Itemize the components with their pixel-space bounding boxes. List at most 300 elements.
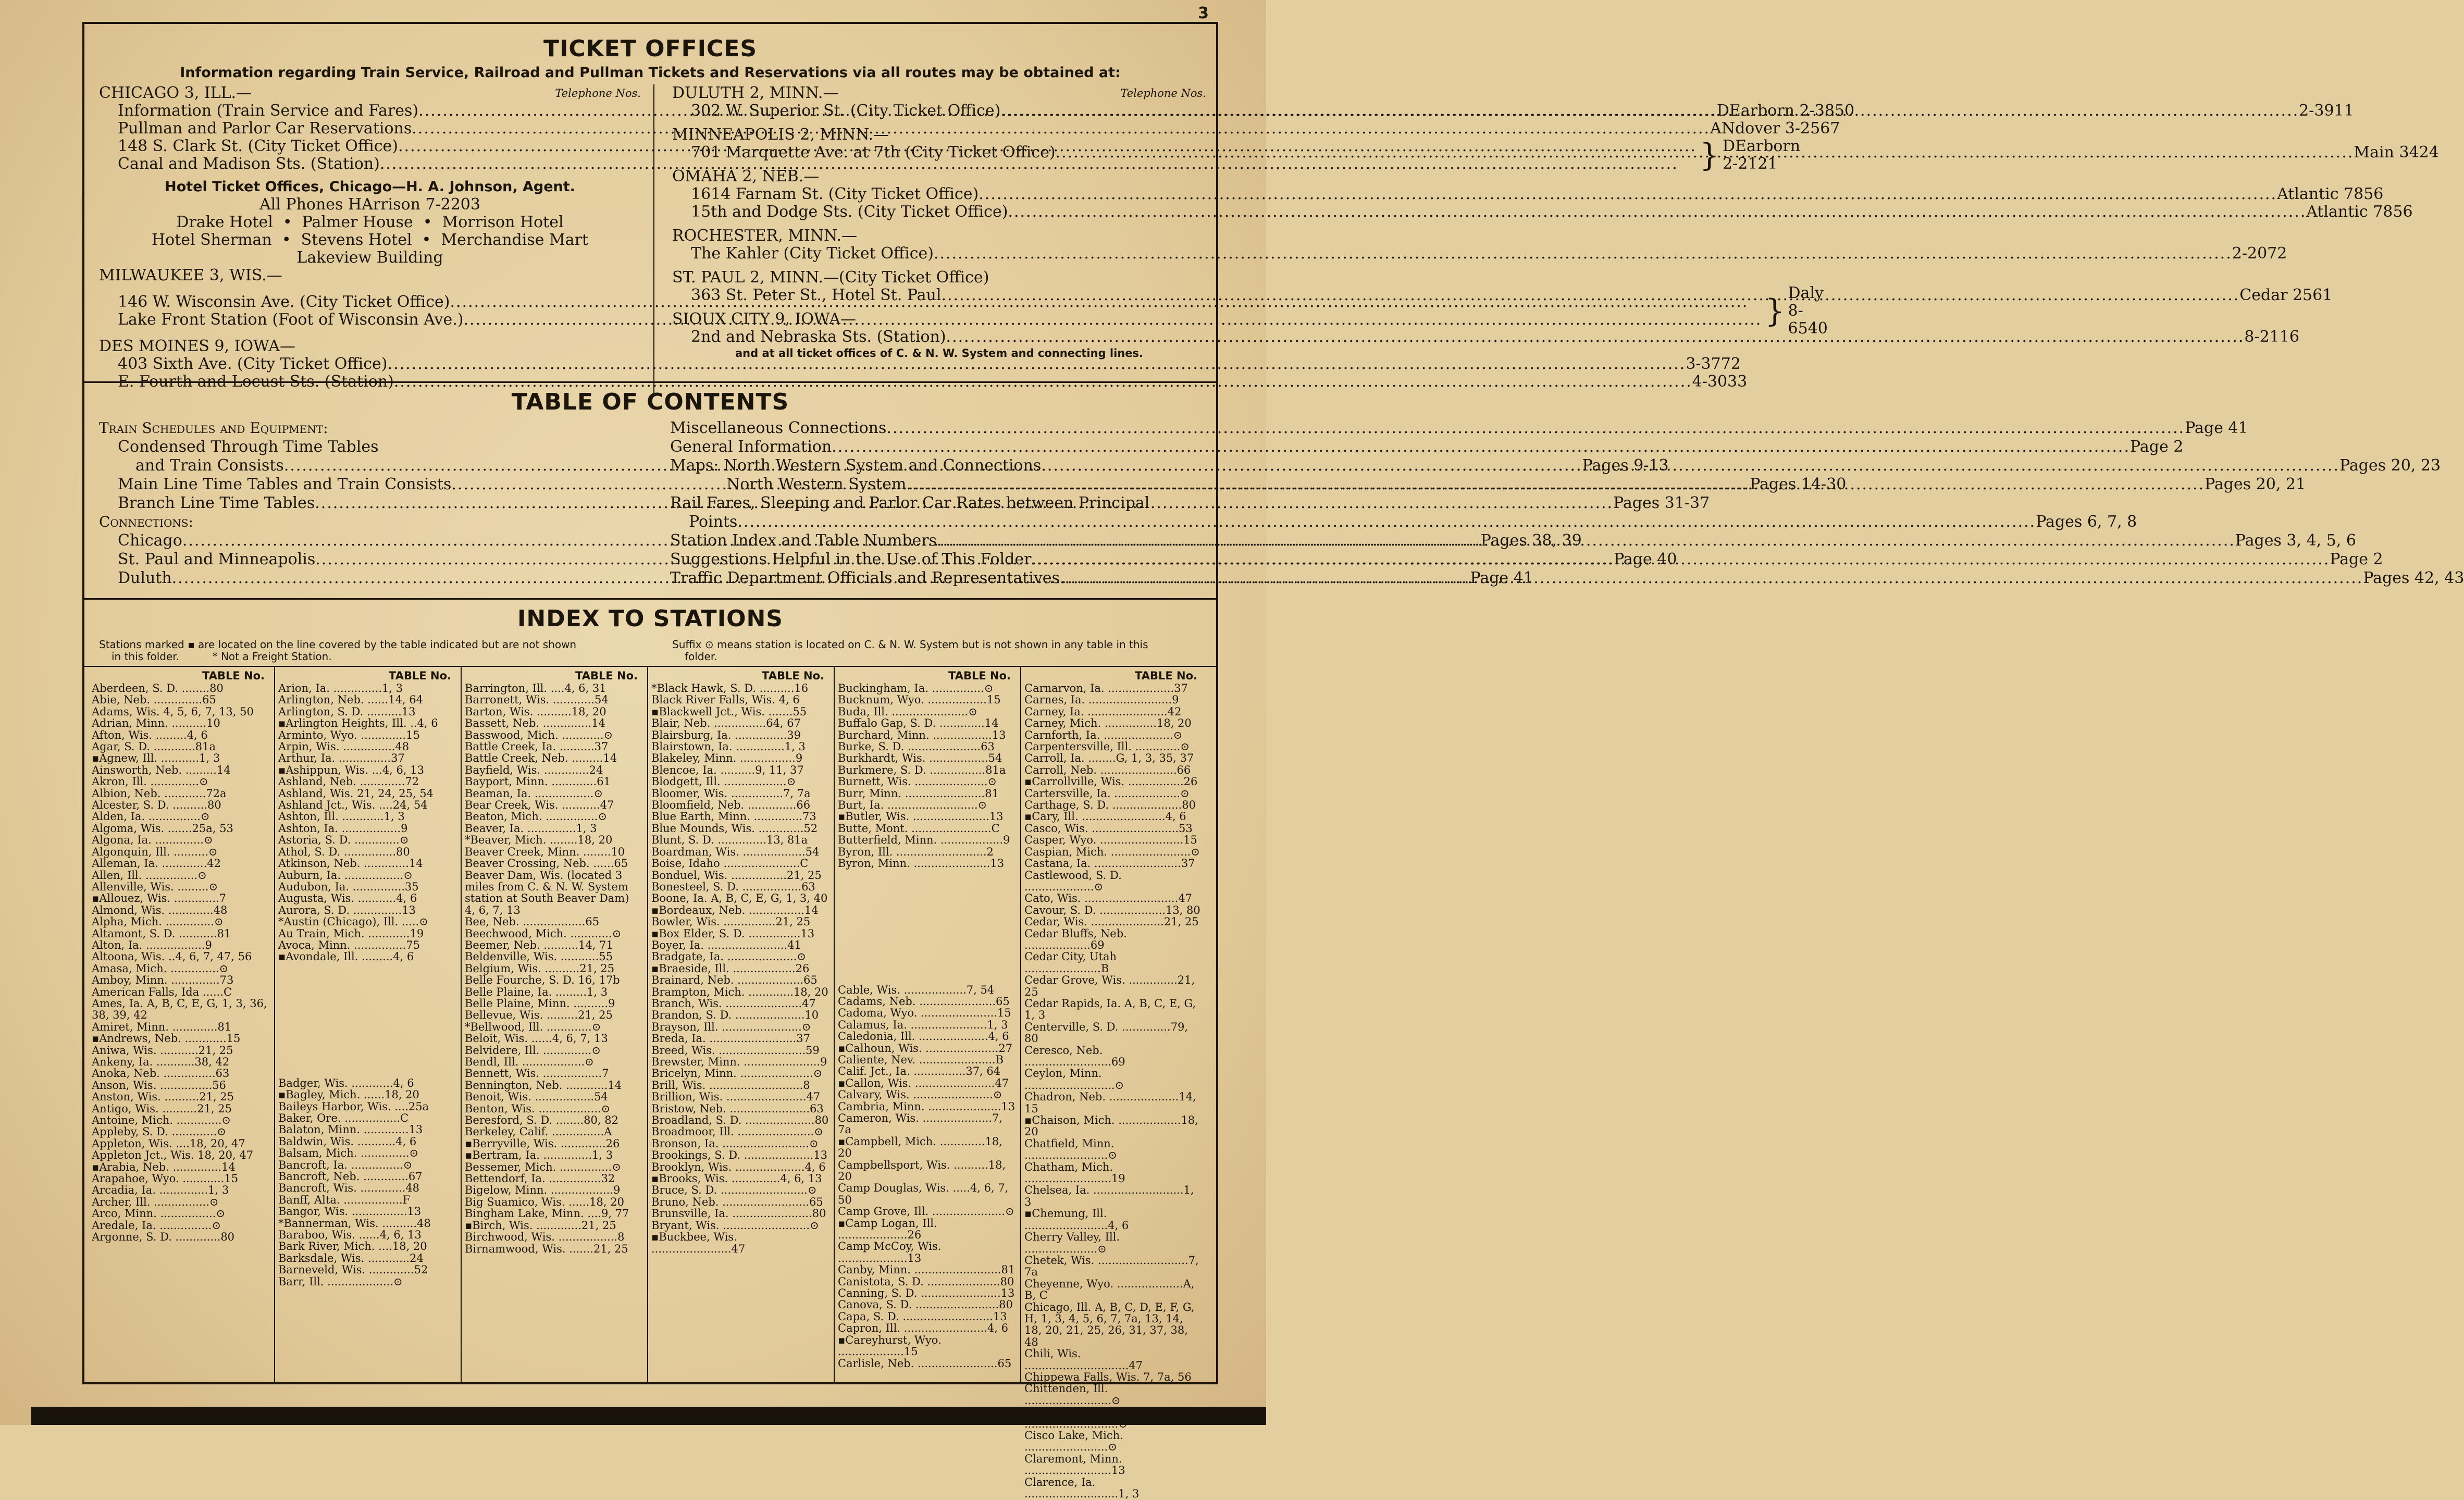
index-entry: Amiret, Minn. .............81: [92, 1020, 232, 1033]
chicago-city: CHICAGO 3, ILL.—: [99, 84, 252, 102]
index-entry: Balaton, Minn. .............13: [278, 1123, 423, 1136]
index-entry: Antigo, Wis. ..........21, 25: [92, 1102, 232, 1115]
index-entry: Alden, Ia. ...............⊙: [92, 810, 210, 823]
index-entry: Bennett, Wis. .................7: [465, 1067, 609, 1080]
index-entry: ▪Calhoun, Wis. .....................27: [838, 1042, 1013, 1055]
index-spacer: [838, 892, 1016, 904]
index-entry: Alcester, S. D. ..........80: [92, 799, 221, 812]
toc-stpaul-label: St. Paul and Minneapolis: [118, 550, 316, 568]
index-entry: Benton, Wis. ..................⊙: [465, 1102, 611, 1115]
omaha-city: OMAHA 2, NEB.—: [672, 167, 820, 185]
index-entry: Cadams, Neb. ......................65: [838, 995, 1010, 1008]
index-entry: Carnes, Ia. ........................9: [1024, 693, 1179, 706]
omaha-line-1: 1614 Farnam St. (City Ticket Office): [691, 185, 979, 203]
index-column-3: [465, 670, 643, 1255]
index-entry: Buda, Ill. ......................⊙: [838, 705, 977, 718]
index-entry: Calif. Jct., Ia. ...............37, 64: [838, 1065, 1001, 1078]
toc-main-label: Main Line Time Tables and Train Consists: [118, 475, 452, 493]
index-entry: Bingham Lake, Minn. ....9, 77: [465, 1207, 629, 1220]
index-entry: Blairstown, Ia. ..............1, 3: [651, 740, 806, 753]
index-entry: Brillion, Wis. .......................47: [651, 1090, 821, 1104]
index-entry: ▪Carrollville, Wis. ................26: [1024, 775, 1198, 788]
index-entry: Bricelyn, Minn. .....................⊙: [651, 1067, 823, 1080]
index-spacer: [838, 927, 1016, 938]
index-entry: Appleton, Wis. ....18, 20, 47: [92, 1137, 245, 1150]
index-entry: Barrington, Ill. ....4, 6, 31: [465, 682, 606, 695]
index-entry: Baileys Harbor, Wis. ....25a: [278, 1100, 429, 1113]
index-entry: ▪Cary, Ill. ........................4, 6: [1024, 810, 1186, 823]
index-entry: Branch, Wis. ......................47: [651, 997, 816, 1010]
index-entry: Blairsburg, Ia. ...............39: [651, 728, 801, 741]
index-entry: Birchwood, Wis. .................8: [465, 1231, 625, 1244]
index-entry: Blue Earth, Minn. ..............73: [651, 810, 816, 823]
index-entry: Balsam, Mich. ..............⊙: [278, 1147, 419, 1160]
index-entry: Beloit, Wis. ......4, 6, 7, 13: [465, 1032, 608, 1045]
rochester-phone-1: 2-2072: [2232, 244, 2287, 263]
toc-maps-pages: Pages 20, 23: [2339, 456, 2441, 475]
divider-index-table: [84, 666, 1216, 667]
index-entry: Capron, Ill. ........................4, 6: [838, 1322, 1008, 1335]
index-entry: Campbellsport, Wis. ..........18, 20: [838, 1158, 1006, 1183]
index-spacer: [838, 904, 1016, 915]
telephone-header-right: Telephone Nos.: [1120, 87, 1206, 100]
index-entry: Arminto, Wyo. .............15: [278, 728, 420, 741]
hotel-phones: All Phones HArrison 7-2203: [259, 195, 480, 214]
toc-station-label: Station Index and Table Numbers: [670, 531, 937, 550]
index-entry: Bucknum, Wyo. .................15: [838, 693, 1001, 706]
toc-heading-connections: Connections:: [99, 513, 193, 530]
index-entry: Aberdeen, S. D. ........80: [92, 682, 224, 695]
hotels-line-3: Lakeview Building: [296, 249, 443, 267]
index-entry: ▪Box Elder, S. D. ...............13: [651, 927, 815, 940]
index-entry: Algoma, Wis. .......25a, 53: [92, 822, 233, 835]
index-entry: Archer, Ill. ................⊙: [92, 1195, 219, 1208]
milwaukee-line-1: 146 W. Wisconsin Ave. (City Ticket Office): [118, 293, 450, 311]
index-entry: Bellevue, Wis. .........21, 25: [465, 1009, 613, 1022]
index-entry: Carthage, S. D. ....................80: [1024, 799, 1196, 812]
index-entry: Beaver, Ia. ..............1, 3: [465, 822, 597, 835]
index-column-header: TABLE No.: [202, 670, 265, 682]
index-entry: Banff, Alta. .................F: [278, 1193, 411, 1206]
index-spacer: [838, 973, 1016, 984]
toc-condensed-1: Condensed Through Time Tables: [118, 438, 379, 456]
divider-index: [84, 598, 1216, 600]
index-entry: Caspian, Mich. .......................⊙: [1024, 845, 1200, 858]
index-entry: Chili, Wis. ..............................47: [1024, 1347, 1143, 1372]
index-spacer: [278, 963, 456, 974]
index-entry: Anoka, Neb. ...............63: [92, 1067, 230, 1080]
index-column-divider: [274, 667, 275, 1383]
index-entry: Cisco Lake, Mich. ........................⊙: [1024, 1429, 1123, 1454]
index-entry: Algonquin, Ill. ..........⊙: [92, 845, 218, 858]
index-entry: Cavour, S. D. ...................13, 80: [1024, 903, 1200, 916]
index-entry: Albion, Neb. ............72a: [92, 787, 227, 800]
divider-toc: [84, 381, 1216, 383]
milwaukee-line-2: Lake Front Station (Foot of Wisconsin Ave.): [118, 311, 464, 329]
index-entry: Berkeley, Calif. ...............A: [465, 1125, 612, 1138]
index-spacer: [838, 870, 1016, 881]
index-entry: Arlington, S. D. ..........13: [278, 705, 416, 718]
index-entry: Calvary, Wis. .......................⊙: [838, 1088, 1002, 1101]
index-entry: ▪Bertram, Ia. ..............1, 3: [465, 1149, 613, 1162]
index-column-divider: [1020, 667, 1021, 1383]
index-column-header: TABLE No.: [1135, 670, 1197, 682]
index-spacer: [278, 1066, 456, 1077]
st-paul-city: ST. PAUL 2, MINN.—(City Ticket Office): [672, 268, 989, 287]
index-entry: Canby, Minn. .........................81: [838, 1263, 1016, 1276]
index-entry: Ankeny, Ia. ...........38, 42: [92, 1056, 230, 1068]
index-entry: Centerville, S. D. ..............79, 80: [1024, 1020, 1188, 1045]
index-entry: Belle Fourche, S. D. 16, 17b: [465, 974, 620, 987]
index-entry: Bowler, Wis. ...............21, 25: [651, 915, 811, 928]
index-note-right: [672, 639, 1209, 663]
index-entry: ▪Braeside, Ill. ..................26: [651, 962, 810, 975]
toc-branch-label: Branch Line Time Tables: [118, 494, 315, 512]
index-entry: Ashton, Ia. .................9: [278, 822, 408, 835]
index-entry: Bark River, Mich. ....18, 20: [278, 1240, 427, 1253]
index-entry: Claremont, Minn. .........................13: [1024, 1452, 1125, 1477]
index-entry: Buffalo Gap, S. D. .............14: [838, 717, 999, 730]
index-spacer: [278, 986, 456, 997]
chicago-clark-label: 148 S. Clark St. (City Ticket Office): [118, 137, 399, 155]
toc-heading-schedules: Train Schedules and Equipment:: [99, 419, 328, 437]
toc-duluth-label: Duluth: [118, 569, 172, 587]
index-entry: Battle Creek, Neb. .........14: [465, 752, 617, 765]
index-entry: *Bannerman, Wis. ..........48: [278, 1217, 431, 1230]
index-entry: Afton, Wis. .........4, 6: [92, 728, 208, 741]
index-entry: ▪Chaison, Mich. ..................18, 20: [1024, 1114, 1198, 1138]
index-entry: Allen, Ill. ...............⊙: [92, 869, 207, 882]
index-entry: Agar, S. D. ............81a: [92, 740, 216, 753]
index-entry: Amboy, Minn. ..............73: [92, 974, 234, 987]
index-entry: Brill, Wis. ...........................8: [651, 1078, 810, 1092]
index-entry: Basswood, Mich. ............⊙: [465, 728, 613, 741]
index-entry: Camp McCoy, Wis. ....................13: [838, 1240, 942, 1265]
index-entry: Brookings, S. D. ....................13: [651, 1149, 827, 1162]
index-spacer: [278, 1009, 456, 1020]
index-entry: Carpentersville, Ill. .............⊙: [1024, 740, 1190, 753]
index-entry: Brainard, Neb. ...................65: [651, 974, 818, 987]
index-spacer: [278, 974, 456, 986]
index-entry: ▪Blackwell Jct., Wis. .......55: [651, 705, 807, 718]
index-entry: Cadoma, Wyo. ......................15: [838, 1007, 1011, 1020]
toc-chicago-pages: Pages 38, 39: [1480, 531, 1582, 550]
index-entry: Carney, Mich. ...............18, 20: [1024, 717, 1192, 730]
index-entry: Alleman, Ia. .............42: [92, 857, 221, 870]
toc-condensed-pages: Pages 9-13: [1582, 456, 1669, 475]
index-entry: Brayson, Ill. .......................⊙: [651, 1020, 811, 1033]
index-entry: Bonesteel, S. D. .................63: [651, 880, 815, 893]
index-entry: Beaver Creek, Minn. ........10: [465, 845, 625, 858]
chicago-pullman-label: Pullman and Parlor Car Reservations: [118, 119, 412, 138]
index-entry: Buckingham, Ia. ...............⊙: [838, 682, 994, 695]
index-spacer: [278, 1043, 456, 1055]
index-entry: Butte, Mont. .......................C: [838, 822, 1000, 835]
toc-nws-pages: Pages 20, 21: [2205, 475, 2306, 493]
index-entry: Abie, Neb. ..............65: [92, 693, 216, 706]
index-entry: Argonne, S. D. .............80: [92, 1231, 235, 1244]
index-entry: ▪Campbell, Mich. .............18, 20: [838, 1135, 1002, 1160]
index-entry: Cartersville, Ia. ...................⊙: [1024, 787, 1190, 800]
index-entry: ▪Arabia, Neb. ..............14: [92, 1160, 236, 1173]
chicago-canal-label: Canal and Madison Sts. (Station): [118, 155, 380, 173]
index-entry: Ashland, Wis. 21, 24, 25, 54: [278, 787, 434, 800]
index-entry: Burkhardt, Wis. .................54: [838, 752, 1002, 765]
index-entry: ▪Andrews, Neb. ............15: [92, 1032, 241, 1045]
index-entry: Baraboo, Wis. ......4, 6, 13: [278, 1229, 422, 1242]
index-entry: Burr, Minn. .......................81: [838, 787, 999, 800]
hotels-line-1: Drake Hotel • Palmer House • Morrison Hotel: [176, 213, 564, 231]
index-entry: Chelsea, Ia. ..........................1, 3: [1024, 1184, 1194, 1208]
index-entry: Bancroft, Ia. ...............⊙: [278, 1158, 413, 1171]
index-entry: Bessemer, Mich. ...............⊙: [465, 1160, 621, 1173]
ticket-offices-footer: and at all ticket offices of C. & N. W. System and connecting lines.: [735, 347, 1143, 359]
index-entry: *Austin (Chicago), Ill. .....⊙: [278, 915, 428, 928]
index-entry: Cherry Valley, Ill. .....................⊙: [1024, 1231, 1120, 1255]
index-title: INDEX TO STATIONS: [517, 605, 783, 632]
index-entry: Ceresco, Neb. .........................69: [1024, 1044, 1125, 1068]
index-entry: Amasa, Mich. ..............⊙: [92, 962, 229, 975]
hotels-line-2: Hotel Sherman • Stevens Hotel • Merchandise Mart: [151, 231, 589, 249]
index-entry: Allenville, Wis. .........⊙: [92, 880, 218, 893]
toc-traffic-pages: Pages 42, 43: [2363, 569, 2464, 587]
sioux-city-line-1: 2nd and Nebraska Sts. (Station): [691, 328, 946, 346]
index-entry: Cheyenne, Wyo. ...................A, B, C: [1024, 1277, 1195, 1302]
index-entry: Carlisle, Neb. .......................65: [838, 1357, 1012, 1370]
index-entry: Barneveld, Wis. .............52: [278, 1263, 428, 1276]
index-entry: ▪Brooks, Wis. ..............4, 6, 13: [651, 1172, 822, 1185]
index-entry: Cedar, Wis. .....................21, 25: [1024, 915, 1199, 928]
index-entry: Bonduel, Wis. ................21, 25: [651, 869, 822, 882]
index-entry: Beaver Crossing, Neb. ......65: [465, 857, 628, 870]
index-entry: Antoine, Mich. .............⊙: [92, 1114, 231, 1127]
index-entry: Beemer, Neb. ..........14, 71: [465, 938, 613, 951]
index-spacer: [278, 1055, 456, 1066]
index-entry: Algona, Ia. ..............⊙: [92, 834, 213, 847]
index-entry: Arcadia, Ia. ..............1, 3: [92, 1184, 229, 1197]
index-entry: Castlewood, S. D. ....................⊙: [1024, 869, 1122, 893]
toc-chicago-label: Chicago: [118, 531, 182, 550]
index-entry: Broadmoor, Ill. ......................⊙: [651, 1125, 823, 1138]
index-entry: ▪Agnew, Ill. ...........1, 3: [92, 752, 220, 765]
index-entry: Cambria, Minn. .....................13: [838, 1100, 1016, 1113]
index-note-left: [99, 639, 662, 663]
index-entry: *Bellwood, Ill. .............⊙: [465, 1020, 601, 1033]
index-entry: Bancroft, Neb. .............67: [278, 1170, 423, 1183]
index-entry: ▪Berryville, Wis. .............26: [465, 1137, 620, 1150]
rochester-city: ROCHESTER, MINN.—: [672, 227, 858, 245]
index-entry: Belle Plaine, Minn. ..........9: [465, 997, 615, 1010]
index-entry: Bloomer, Wis. ...............7, 7a: [651, 787, 811, 800]
index-column-header: TABLE No.: [762, 670, 824, 682]
index-entry: Castana, Ia. .........................37: [1024, 857, 1195, 870]
index-entry: Bloomfield, Neb. ..............66: [651, 799, 811, 812]
index-entry: ▪Bordeaux, Neb. ................14: [651, 903, 819, 916]
index-entry: Carnarvon, Ia. ...................37: [1024, 682, 1188, 695]
duluth-city: DULUTH 2, MINN.—: [672, 84, 839, 102]
index-entry: Arpin, Wis. ...............48: [278, 740, 410, 753]
index-spacer: [838, 881, 1016, 892]
index-entry: Alton, Ia. .................9: [92, 938, 212, 951]
milwaukee-city: MILWAUKEE 3, WIS.—: [99, 266, 282, 284]
index-entry: ▪Callon, Wis. .......................47: [838, 1076, 1009, 1089]
index-entry: Bennington, Neb. ............14: [465, 1078, 622, 1092]
index-entry: Brooklyn, Wis. ....................4, 6: [651, 1160, 826, 1173]
index-entry: Cato, Wis. ...........................47: [1024, 892, 1193, 905]
index-entry: Arco, Minn. ................⊙: [92, 1207, 225, 1220]
duluth-line-1: 302 W. Superior St. (City Ticket Office): [691, 102, 1001, 120]
index-entry: Ainsworth, Neb. .........14: [92, 763, 231, 776]
index-entry: Blodgett, Ill. ..................⊙: [651, 775, 796, 788]
index-entry: Beaman, Ia. .................⊙: [465, 787, 603, 800]
index-entry: Bradgate, Ia. ....................⊙: [651, 950, 806, 963]
index-entry: Byron, Minn. ......................13: [838, 857, 1005, 870]
index-entry: Belgium, Wis. ..........21, 25: [465, 962, 615, 975]
index-entry: Astoria, S. D. .............⊙: [278, 834, 409, 847]
index-entry: Belvidere, Ill. ..............⊙: [465, 1044, 601, 1057]
index-entry: Aredale, Ia. ...............⊙: [92, 1219, 221, 1232]
index-entry: Birnamwood, Wis. .......21, 25: [465, 1242, 628, 1255]
index-entry: Burchard, Minn. .................13: [838, 728, 1006, 741]
telephone-header-left: Telephone Nos.: [555, 87, 641, 100]
index-entry: Altamont, S. D. ...........81: [92, 927, 231, 940]
index-column-divider: [647, 667, 648, 1383]
page-number: 3: [1198, 4, 1209, 22]
index-entry: ▪Chemung, Ill. ........................4, 6: [1024, 1207, 1129, 1232]
index-spacer: [838, 915, 1016, 927]
index-entry: Cable, Wis. ..................7, 54: [838, 983, 995, 996]
index-entry: Barton, Wis. ..........18, 20: [465, 705, 606, 718]
index-entry: Au Train, Mich. ............19: [278, 927, 424, 940]
index-entry: Appleby, S. D. .............⊙: [92, 1125, 226, 1138]
index-entry: Arapahoe, Wyo. ............15: [92, 1172, 239, 1185]
toc-stpaul-pages: Page 40: [1614, 550, 1677, 568]
index-entry: Bassett, Neb. ..............14: [465, 717, 605, 730]
index-entry: Carnforth, Ia. ....................⊙: [1024, 728, 1183, 741]
index-entry: Ashland Jct., Wis. ....24, 54: [278, 799, 428, 812]
index-entry: Caledonia, Ill. ....................4, 6: [838, 1030, 1009, 1043]
index-entry: Badger, Wis. ............4, 6: [278, 1076, 414, 1089]
index-entry: Alpha, Mich. ..............⊙: [92, 915, 224, 928]
index-entry: Ceylon, Minn. ..........................⊙: [1024, 1067, 1124, 1092]
index-column-divider: [834, 667, 835, 1383]
index-entry: Breda, Ia. .........................37: [651, 1032, 810, 1045]
duluth-phone-1: 2-3911: [2299, 102, 2354, 120]
index-entry: Camp Douglas, Wis. .....4, 6, 7, 50: [838, 1182, 1009, 1206]
minneapolis-city: MINNEAPOLIS 2, MINN.—: [672, 126, 889, 144]
index-entry: ▪Birch, Wis. .............21, 25: [465, 1219, 616, 1232]
index-entry: Carroll, Neb. ......................66: [1024, 763, 1191, 776]
toc-title: TABLE OF CONTENTS: [511, 389, 789, 415]
index-entry: Ashton, Ill. ............1, 3: [278, 810, 405, 823]
omaha-line-2: 15th and Dodge Sts. (City Ticket Office): [691, 203, 1008, 221]
brace: }: [1765, 293, 1785, 329]
index-entry: Byron, Ill. ..........................2: [838, 845, 994, 858]
des-moines-city: DES MOINES 9, IOWA—: [99, 337, 296, 355]
index-entry: Carney, Ia. .......................42: [1024, 705, 1182, 718]
index-entry: Bear Creek, Wis. ...........47: [465, 799, 614, 812]
minneapolis-phone-1: Main 3424: [2354, 143, 2439, 162]
index-entry: Canova, S. D. ........................80: [838, 1298, 1013, 1311]
omaha-phone-1: Atlantic 7856: [2277, 185, 2384, 203]
st-paul-line-1: 363 St. Peter St., Hotel St. Paul: [691, 286, 942, 304]
index-spacer: [838, 961, 1016, 973]
index-note-left-2: in this folder. * Not a Freight Station.: [112, 650, 332, 663]
index-entry: Beechwood, Mich. ............⊙: [465, 927, 622, 940]
index-entry: ▪Careyhurst, Wyo. ...................15: [838, 1333, 942, 1358]
index-column-divider: [461, 667, 462, 1383]
index-entry: Arlington, Neb. ......14, 64: [278, 693, 424, 706]
index-spacer: [838, 950, 1016, 961]
index-entry: Beaver Dam, Wis. (located 3 miles from C. & N. W. System station at South Beaver Dam) 4, 6, 7, 13: [465, 869, 629, 916]
index-entry: ▪Camp Logan, Ill. ....................26: [838, 1217, 937, 1242]
ticket-offices-subtitle: Information regarding Train Service, Railroad and Pullman Tickets and Reservations via all routes may be obtained at:: [180, 65, 1121, 81]
index-entry: Adams, Wis. 4, 5, 6, 7, 13, 50: [92, 705, 254, 718]
index-entry: Beresford, S. D. ........80, 82: [465, 1114, 618, 1127]
index-entry: Chatham, Mich. .........................19: [1024, 1160, 1125, 1185]
index-entry: Bee, Neb. ..................65: [465, 915, 600, 928]
index-note-right-2: folder.: [685, 650, 717, 663]
sioux-city-phone-1: 8-2116: [2244, 328, 2299, 346]
index-entry: Burt, Ia. ..........................⊙: [838, 799, 987, 812]
index-entry: Camp Grove, Ill. .....................⊙: [838, 1205, 1014, 1218]
index-entry: Bancroft, Wis. .............48: [278, 1182, 420, 1195]
index-entry: Carroll, Ia. ........G, 1, 3, 35, 37: [1024, 752, 1194, 765]
chicago-pullman-phone: ANdover 3-2567: [1710, 119, 1840, 138]
page-frame: [82, 22, 2464, 1500]
index-spacer: [278, 1020, 456, 1032]
toc-duluth-pages: Page 41: [1470, 569, 1533, 587]
index-entry: Blunt, S. D. ..............13, 81a: [651, 834, 808, 847]
toc-maps-label: Maps: North Western System and Connections: [670, 456, 1042, 475]
index-entry: Chippewa Falls, Wis. 7, 7a, 56: [1024, 1370, 1192, 1383]
ticket-offices-title: TICKET OFFICES: [543, 35, 758, 62]
index-entry: Cameron, Wis. ....................7, 7a: [838, 1111, 1003, 1136]
chicago-clark-canal-phone: DEarborn 2-2121: [1723, 137, 1801, 173]
index-spacer: [838, 938, 1016, 950]
index-entry: Chatfield, Minn. ........................⊙: [1024, 1137, 1117, 1162]
rochester-line-1: The Kahler (City Ticket Office): [691, 244, 934, 263]
index-entry: ▪Bagley, Mich. ......18, 20: [278, 1088, 419, 1101]
toc-branch-pages: Pages 31-37: [1613, 494, 1710, 512]
index-column-6: [1024, 670, 1203, 1499]
index-entry: Blencoe, Ia. ..........9, 11, 37: [651, 763, 804, 776]
index-entry: Aniwa, Wis. ...........21, 25: [92, 1044, 233, 1057]
index-entry: Anston, Wis. ..........21, 25: [92, 1090, 234, 1104]
index-entry: ▪Ashippun, Wis. ...4, 6, 13: [278, 763, 424, 776]
hotel-offices-title: Hotel Ticket Offices, Chicago—H. A. Johnson, Agent.: [165, 179, 575, 195]
index-entry: Bayport, Minn. .............61: [465, 775, 611, 788]
index-entry: Cedar Grove, Wis. ..............21, 25: [1024, 974, 1195, 998]
toc-rail-2: Points: [689, 513, 738, 531]
index-column-header: TABLE No.: [948, 670, 1011, 682]
toc-traffic-label: Traffic Department Officials and Representatives.: [670, 569, 1065, 587]
index-entry: Athol, S. D. ...............80: [278, 845, 410, 858]
index-entry: Brunsville, Ia. .......................80: [651, 1207, 826, 1220]
index-entry: Arthur, Ia. ...............37: [278, 752, 405, 765]
toc-nws-label: North Western System: [726, 475, 907, 493]
milwaukee-phone: Daly 8-6540: [1788, 284, 1828, 338]
index-entry: Canning, S. D. .......................13: [838, 1287, 1015, 1300]
index-entry: Bettendorf, Ia. ...............32: [465, 1172, 615, 1185]
index-column-1: [92, 670, 270, 1243]
des-moines-phone-2: 4-3033: [1692, 373, 1748, 391]
toc-main-pages: Pages 14-30: [1750, 475, 1847, 493]
index-entry: Boone, Ia. A, B, C, E, G, 1, 3, 40: [651, 892, 828, 905]
index-entry: Capa, S. D. ..........................13: [838, 1310, 1007, 1323]
index-entry: Ames, Ia. A, B, C, E, G, 1, 3, 36, 38, 39, 42: [92, 997, 267, 1022]
index-note-right-1: Suffix ⊙ means station is located on C. & N. W. System but is not shown in any table in this: [672, 638, 1148, 651]
